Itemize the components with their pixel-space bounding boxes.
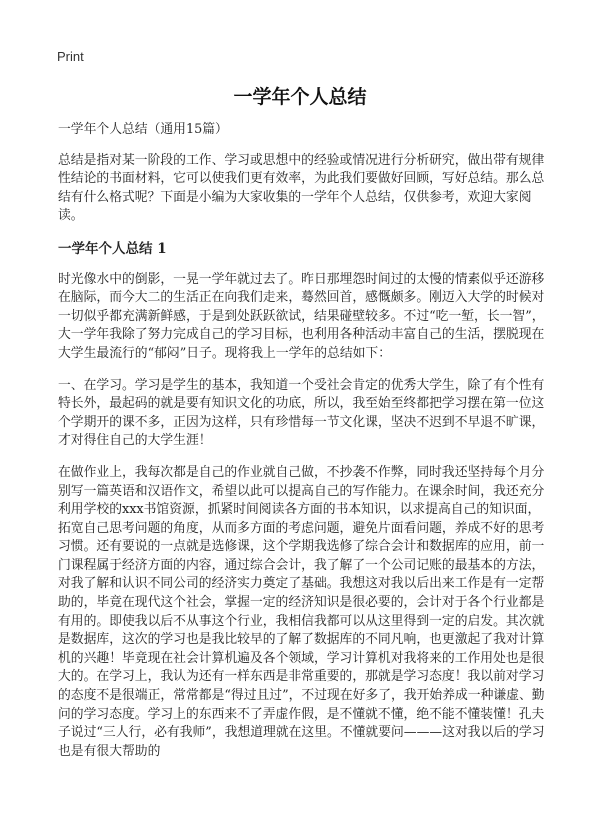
body-paragraph: 时光像水中的倒影，一晃一学年就过去了。昨日那埋怨时间过的太慢的情素似乎还游移在脑际，而今大二的生活正在向我们走来，蓦然回首，感慨颇多。刚迈入大学的时候对一切似乎都充满新鲜感，于是到处跃跃欲试，结果碰壁较多。不过“吃一堑，长一智”，大一学年我除了努力完成自己的学习目标，也利用各种活动丰富自己的生活，摆脱现在大学生最流行的“郁闷”日子。现将我上一学年的总结如下： xyxy=(58,271,545,361)
body-paragraph: 在做作业上，我每次都是自己的作业就自己做，不抄袭不作弊，同时我还坚持每个月分别写一篇英语和汉语作文，希望以此可以提高自己的写作能力。在课余时间，我还充分利用学校的xxx书馆资源，抓紧时间阅读各方面的书本知识，以求提高自己的知识面，拓宽自己思考问题的角度，从而多方面的考虑问题，避免片面看问题，养成不好的思考习惯。还有要说的一点就是选修课，这个学期我选修了综合会计和数据库的应用，前一门课程属于经济方面的内容，通过综合会计，我了解了一个公司记账的最基本的方法，对我了解和认识不同公司的经济实力奠定了基础。我想这对我以后出来工作是有一定帮助的，毕竟在现代这个社会，掌握一定的经济知识是很必要的，会计对于各个行业都是有用的。即使我以后不从事这个行业，我相信我都可以从这里得到一定的启发。其次就是数据库，这次的学习也是我比较早的了解了数据库的不同凡响，也更激起了我对计算机的兴趣！毕竟现在社会计算机遍及各个领域，学习计算机对我将来的工作用处也是很大的。在学习上，我认为还有一样东西是非常重要的，那就是学习态度！我以前对学习的态度不是很端正，常常都是“得过且过”，不过现在好多了，我开始养成一种谦虚、勤问的学习态度。学习上的东西来不了弄虚作假，是不懂就不懂，绝不能不懂装懂！孔夫子说过“三人行，必有我师”，我想道理就在这里。不懂就要问———这对我以后的学习也是有很大帮助的 xyxy=(58,464,545,759)
print-link[interactable]: Print xyxy=(57,49,84,64)
intro-paragraph: 总结是指对某一阶段的工作、学习或思想中的经验或情况进行分析研究，做出带有规律性结论的书面材料，它可以使我们更有效率，为此我们要做好回顾，写好总结。那么总结有什么格式呢？下面是小编为大家收集的一学年个人总结，仅供参考，欢迎大家阅读。 xyxy=(58,152,545,224)
page-title: 一学年个人总结 xyxy=(233,86,367,108)
body-paragraph: 一、在学习。学习是学生的基本，我知道一个受社会肯定的优秀大学生，除了有个性有特长外，最起码的就是要有知识文化的功底，所以，我至始至终都把学习摆在第一位这个学期开的课不多，正因为这样，只有珍惜每一节文化课，坚决不迟到不早退不旷课，才对得住自己的大学生涯！ xyxy=(58,377,545,449)
section-heading: 一学年个人总结 1 xyxy=(58,240,167,257)
document-subtitle: 一学年个人总结（通用15篇） xyxy=(58,122,228,137)
document-body xyxy=(58,121,546,774)
